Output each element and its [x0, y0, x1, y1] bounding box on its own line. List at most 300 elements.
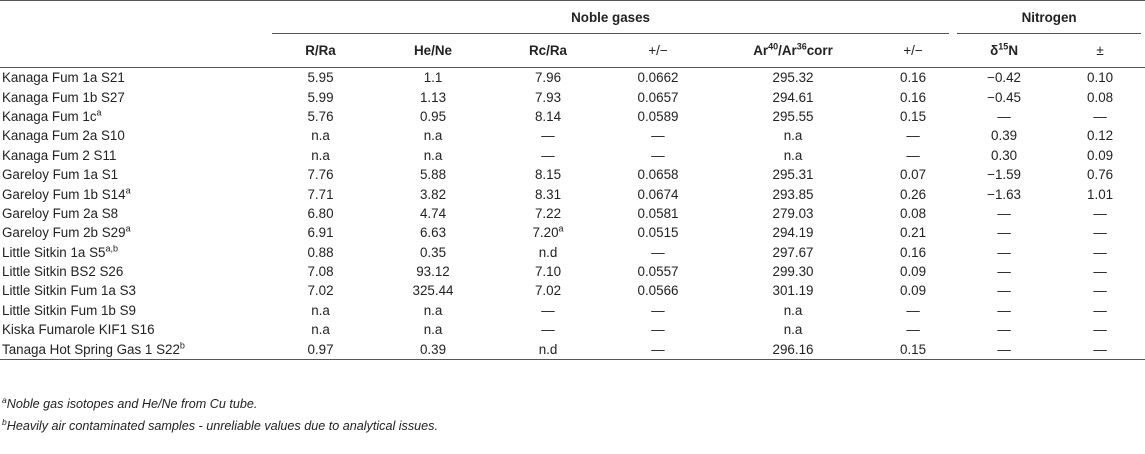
cell-rc-ra — [493, 107, 603, 126]
cell-d15n — [953, 262, 1055, 281]
cell-value: 0.0566 — [637, 283, 679, 299]
sample-footnote-mark: a — [125, 185, 131, 196]
cell-value: n.a — [783, 302, 803, 318]
col-rc-ra: Rc/Ra — [529, 43, 567, 58]
cell-value: — — [997, 341, 1011, 357]
cell-value: n.a — [423, 128, 443, 144]
cell-pm3 — [1055, 107, 1145, 126]
cell-value: 0.39 — [991, 128, 1018, 144]
cell-he-ne — [373, 243, 493, 262]
cell-value: n.d — [538, 341, 558, 357]
table-body — [0, 68, 1145, 360]
cell-value: — — [997, 264, 1011, 280]
cell-value: — — [541, 128, 555, 144]
cell-pm1 — [603, 262, 713, 281]
cell-ar — [713, 126, 873, 145]
cell-value: 1.13 — [419, 89, 447, 105]
cell-pm2 — [873, 301, 953, 320]
cell-pm1 — [603, 223, 713, 242]
cell-value: 0.30 — [991, 147, 1018, 163]
sample-name — [0, 223, 268, 242]
d15n-pre: δ — [990, 43, 999, 58]
cell-value: 7.20 — [532, 225, 559, 241]
cell-value: n.a — [311, 302, 330, 318]
cell-value: 6.80 — [307, 205, 334, 221]
cell-value: −0.42 — [987, 70, 1022, 86]
cell-value: 0.09 — [900, 264, 927, 280]
cell-value: — — [997, 108, 1011, 124]
cell-value: 7.76 — [307, 167, 334, 183]
cell-rc-ra — [493, 301, 603, 320]
cell-pm3 — [1055, 126, 1145, 145]
sample-name-text: Kiska Fumarole KIF1 S16 — [2, 322, 155, 338]
sample-name — [0, 262, 268, 281]
table-row — [0, 339, 1145, 359]
table-row — [0, 320, 1145, 339]
cell-pm2 — [873, 146, 953, 165]
col-ar-ratio — [713, 34, 873, 68]
cell-value: 0.0658 — [637, 167, 679, 183]
cell-value: — — [1093, 264, 1107, 280]
cell-value: — — [906, 147, 920, 163]
cell-d15n — [953, 301, 1055, 320]
cell-value: 4.74 — [419, 205, 447, 221]
cell-rc-ra — [493, 204, 603, 223]
cell-value: 0.12 — [1087, 128, 1114, 144]
cell-pm1 — [603, 301, 713, 320]
cell-r-ra — [268, 184, 373, 203]
cell-value: 0.0662 — [637, 70, 679, 86]
cell-value: — — [906, 322, 920, 338]
sample-name — [0, 339, 268, 359]
cell-value: — — [906, 128, 920, 144]
sample-name-text: Kanaga Fum 1c — [2, 108, 97, 124]
cell-d15n — [953, 281, 1055, 300]
cell-r-ra — [268, 204, 373, 223]
cell-pm1 — [603, 165, 713, 184]
cell-value: 7.10 — [534, 264, 562, 280]
sample-name-text: Kanaga Fum 1a S21 — [2, 70, 125, 86]
cell-he-ne — [373, 223, 493, 242]
cell-pm2 — [873, 223, 953, 242]
cell-value: 0.97 — [307, 341, 334, 357]
sample-name — [0, 204, 268, 223]
group-header-row — [0, 1, 1145, 35]
sample-name-text: Gareloy Fum 1a S1 — [2, 167, 119, 183]
cell-he-ne — [373, 107, 493, 126]
cell-d15n — [953, 243, 1055, 262]
cell-value: 0.88 — [307, 244, 334, 260]
sample-name-text: Tanaga Hot Spring Gas 1 S22 — [2, 341, 180, 357]
table-row — [0, 243, 1145, 262]
cell-r-ra — [268, 87, 373, 106]
cell-pm1 — [603, 320, 713, 339]
cell-value: — — [1093, 225, 1107, 241]
nitrogen-group — [953, 1, 1145, 35]
cell-value: 0.76 — [1087, 167, 1114, 183]
cell-rc-ra — [493, 126, 603, 145]
cell-pm3 — [1055, 262, 1145, 281]
cell-d15n — [953, 146, 1055, 165]
cell-rc-ra — [493, 184, 603, 203]
cell-rc-ra — [493, 320, 603, 339]
sample-name — [0, 68, 268, 88]
cell-pm3 — [1055, 68, 1145, 88]
cell-d15n — [953, 68, 1055, 88]
table-row — [0, 126, 1145, 145]
cell-value: — — [997, 322, 1011, 338]
cell-value: 0.21 — [900, 225, 927, 241]
cell-value: 0.09 — [1087, 147, 1114, 163]
cell-value: n.a — [311, 128, 330, 144]
cell-rc-ra — [493, 146, 603, 165]
sample-name-text: Kanaga Fum 2a S10 — [2, 128, 125, 144]
cell-d15n — [953, 126, 1055, 145]
sample-name-text: Little Sitkin Fum 1a S3 — [2, 283, 136, 299]
sample-name — [0, 281, 268, 300]
cell-value: −1.63 — [987, 186, 1022, 202]
cell-d15n — [953, 184, 1055, 203]
footnote-mark: b — [2, 416, 7, 427]
cell-he-ne — [373, 339, 493, 359]
cell-value: — — [906, 302, 920, 318]
cell-he-ne — [373, 320, 493, 339]
cell-r-ra — [268, 107, 373, 126]
cell-r-ra — [268, 146, 373, 165]
cell-pm1 — [603, 281, 713, 300]
d15n-post: N — [1008, 43, 1018, 58]
cell-value: 0.26 — [900, 186, 927, 202]
ar-sup-36: 36 — [796, 41, 807, 52]
table-row — [0, 87, 1145, 106]
cell-pm3 — [1055, 146, 1145, 165]
cell-value: 0.08 — [900, 205, 927, 221]
cell-he-ne — [373, 126, 493, 145]
cell-value: — — [1093, 205, 1107, 221]
cell-pm2 — [873, 281, 953, 300]
col-d15n — [953, 34, 1055, 68]
cell-value: 7.02 — [534, 283, 562, 299]
cell-he-ne — [373, 281, 493, 300]
cell-d15n — [953, 339, 1055, 359]
cell-value: — — [651, 322, 665, 338]
cell-pm3 — [1055, 223, 1145, 242]
sample-name-text: Gareloy Fum 2b S29 — [2, 225, 126, 241]
cell-value: 293.85 — [772, 186, 814, 202]
nitrogen-label: Nitrogen — [957, 2, 1141, 34]
table-row — [0, 223, 1145, 242]
cell-value: — — [541, 147, 555, 163]
cell-value: 5.76 — [307, 108, 334, 124]
footnote-a — [2, 393, 438, 415]
sample-name — [0, 165, 268, 184]
cell-value: 5.95 — [307, 70, 334, 86]
cell-pm3 — [1055, 243, 1145, 262]
cell-value: 1.1 — [423, 70, 443, 86]
cell-r-ra — [268, 339, 373, 359]
cell-value: 0.0589 — [637, 108, 679, 124]
cell-pm2 — [873, 262, 953, 281]
table-row — [0, 146, 1145, 165]
cell-value: n.a — [423, 147, 443, 163]
sample-name — [0, 243, 268, 262]
cell-value: 296.16 — [772, 341, 814, 357]
cell-value: — — [1093, 322, 1107, 338]
cell-value: 0.09 — [900, 283, 927, 299]
cell-value: — — [997, 302, 1011, 318]
cell-pm2 — [873, 339, 953, 359]
cell-value: n.a — [783, 128, 803, 144]
cell-he-ne — [373, 87, 493, 106]
cell-value: 299.30 — [772, 264, 814, 280]
cell-r-ra — [268, 165, 373, 184]
cell-value: — — [1093, 341, 1107, 357]
cell-value: 0.16 — [900, 70, 927, 86]
cell-ar — [713, 107, 873, 126]
col-plus-minus-3: ± — [1096, 43, 1104, 58]
cell-r-ra — [268, 223, 373, 242]
d15n-sup: 15 — [998, 41, 1009, 52]
cell-he-ne — [373, 262, 493, 281]
footnote-text: Heavily air contaminated samples - unreliable values due to analytical issues. — [6, 419, 438, 433]
sample-name-text: Kanaga Fum 2 S11 — [2, 147, 117, 163]
cell-value: −0.45 — [987, 89, 1022, 105]
cell-pm1 — [603, 87, 713, 106]
cell-ar — [713, 204, 873, 223]
cell-pm2 — [873, 87, 953, 106]
cell-value: 0.16 — [900, 244, 927, 260]
cell-ar — [713, 223, 873, 242]
sample-name-text: Little Sitkin BS2 S26 — [2, 264, 124, 280]
header-blank — [0, 1, 268, 35]
footnote-mark: a — [2, 394, 7, 405]
sample-name — [0, 87, 268, 106]
cell-pm3 — [1055, 184, 1145, 203]
cell-value: — — [541, 322, 555, 338]
cell-pm2 — [873, 184, 953, 203]
cell-value: 7.96 — [534, 70, 562, 86]
cell-value: 3.82 — [419, 186, 447, 202]
cell-ar — [713, 68, 873, 88]
rc-footnote-mark: a — [558, 223, 564, 234]
cell-he-ne — [373, 204, 493, 223]
ar-sup-40: 40 — [768, 41, 779, 52]
cell-d15n — [953, 223, 1055, 242]
sample-footnote-mark: b — [179, 340, 185, 351]
cell-value: 325.44 — [412, 283, 454, 299]
cell-value: 6.63 — [419, 225, 447, 241]
cell-pm2 — [873, 320, 953, 339]
table-row — [0, 262, 1145, 281]
cell-pm2 — [873, 126, 953, 145]
cell-value: 0.08 — [1087, 89, 1114, 105]
ar-pre: Ar — [753, 43, 769, 58]
cell-pm2 — [873, 68, 953, 88]
cell-d15n — [953, 87, 1055, 106]
cell-value: 0.39 — [419, 341, 447, 357]
cell-value: 7.93 — [534, 89, 562, 105]
cell-value: n.a — [783, 147, 803, 163]
cell-value: 93.12 — [416, 264, 450, 280]
sample-name — [0, 301, 268, 320]
cell-rc-ra — [493, 281, 603, 300]
cell-rc-ra — [493, 243, 603, 262]
cell-pm1 — [603, 339, 713, 359]
cell-pm3 — [1055, 339, 1145, 359]
cell-ar — [713, 262, 873, 281]
sample-name-text: Little Sitkin Fum 1b S9 — [2, 302, 136, 318]
cell-value: −1.59 — [987, 167, 1022, 183]
cell-value: 301.19 — [772, 283, 814, 299]
sample-footnote-mark: a,b — [105, 243, 118, 254]
sample-name — [0, 320, 268, 339]
cell-value: — — [1093, 244, 1107, 260]
sample-footnote-mark: a — [96, 107, 102, 118]
cell-value: — — [651, 147, 665, 163]
cell-value: — — [541, 302, 555, 318]
cell-d15n — [953, 107, 1055, 126]
cell-value: 8.31 — [534, 186, 562, 202]
cell-value: 294.19 — [772, 225, 814, 241]
cell-value: 0.16 — [900, 89, 927, 105]
cell-pm1 — [603, 107, 713, 126]
col-plus-minus-1: +/− — [648, 43, 668, 58]
cell-ar — [713, 146, 873, 165]
cell-ar — [713, 243, 873, 262]
cell-value: — — [1093, 108, 1107, 124]
cell-pm1 — [603, 68, 713, 88]
sample-name-text: Kanaga Fum 1b S27 — [2, 89, 125, 105]
footnotes — [2, 393, 438, 437]
cell-value: — — [651, 302, 665, 318]
column-header-row — [0, 34, 1145, 68]
footnote-b — [2, 415, 438, 437]
cell-value: — — [997, 205, 1011, 221]
cell-value: n.a — [311, 322, 330, 338]
cell-ar — [713, 301, 873, 320]
cell-value: — — [997, 244, 1011, 260]
cell-he-ne — [373, 68, 493, 88]
cell-value: — — [997, 283, 1011, 299]
cell-value: 0.15 — [900, 108, 927, 124]
cell-value: 294.61 — [772, 89, 814, 105]
cell-value: 297.67 — [772, 244, 814, 260]
cell-value: — — [1093, 283, 1107, 299]
sample-name — [0, 146, 268, 165]
cell-value: n.a — [423, 302, 443, 318]
cell-value: n.a — [311, 147, 330, 163]
cell-pm3 — [1055, 301, 1145, 320]
cell-value: — — [997, 225, 1011, 241]
cell-r-ra — [268, 320, 373, 339]
cell-pm2 — [873, 165, 953, 184]
cell-d15n — [953, 204, 1055, 223]
cell-value: 7.71 — [307, 186, 334, 202]
header-blank-2 — [0, 34, 268, 68]
cell-pm3 — [1055, 165, 1145, 184]
cell-pm1 — [603, 126, 713, 145]
cell-value: 6.91 — [307, 225, 334, 241]
cell-pm3 — [1055, 320, 1145, 339]
table-row — [0, 68, 1145, 88]
cell-rc-ra — [493, 68, 603, 88]
noble-gases-group — [268, 1, 953, 35]
sample-name — [0, 126, 268, 145]
cell-pm1 — [603, 146, 713, 165]
cell-value: n.a — [423, 322, 443, 338]
cell-pm1 — [603, 184, 713, 203]
cell-rc-ra — [493, 339, 603, 359]
table-row — [0, 184, 1145, 203]
col-r-ra: R/Ra — [305, 43, 336, 58]
cell-value: 295.31 — [772, 167, 814, 183]
cell-r-ra — [268, 243, 373, 262]
cell-pm1 — [603, 243, 713, 262]
cell-r-ra — [268, 68, 373, 88]
cell-ar — [713, 87, 873, 106]
cell-he-ne — [373, 301, 493, 320]
cell-value: 295.32 — [772, 70, 814, 86]
sample-name-text: Gareloy Fum 2a S8 — [2, 205, 119, 221]
cell-rc-ra — [493, 87, 603, 106]
cell-ar — [713, 281, 873, 300]
cell-value: 5.88 — [419, 167, 447, 183]
sample-footnote-mark: a — [125, 223, 131, 234]
col-he-ne: He/Ne — [414, 43, 452, 58]
noble-gases-label: Noble gases — [272, 2, 949, 34]
cell-value: 0.0657 — [637, 89, 679, 105]
cell-value: — — [1093, 302, 1107, 318]
cell-r-ra — [268, 301, 373, 320]
cell-he-ne — [373, 146, 493, 165]
cell-rc-ra — [493, 165, 603, 184]
cell-value: n.d — [538, 244, 558, 260]
cell-value: 0.0581 — [637, 205, 679, 221]
cell-value: 0.0515 — [637, 225, 679, 241]
cell-value: 7.08 — [307, 264, 334, 280]
cell-pm3 — [1055, 281, 1145, 300]
cell-rc-ra — [493, 223, 603, 242]
cell-he-ne — [373, 184, 493, 203]
sample-name-text: Little Sitkin 1a S5 — [2, 244, 106, 260]
cell-value: 0.0557 — [637, 264, 679, 280]
cell-ar — [713, 184, 873, 203]
cell-pm2 — [873, 204, 953, 223]
sample-name — [0, 107, 268, 126]
cell-value: 7.02 — [307, 283, 334, 299]
cell-value: 8.14 — [534, 108, 562, 124]
cell-d15n — [953, 165, 1055, 184]
cell-rc-ra — [493, 262, 603, 281]
cell-value: n.a — [783, 322, 803, 338]
cell-value: 0.0674 — [637, 186, 679, 202]
cell-value: 0.10 — [1087, 70, 1114, 86]
cell-r-ra — [268, 281, 373, 300]
cell-r-ra — [268, 262, 373, 281]
cell-value: 0.07 — [900, 167, 927, 183]
sample-name-text: Gareloy Fum 1b S14 — [2, 186, 126, 202]
cell-pm3 — [1055, 204, 1145, 223]
cell-he-ne — [373, 165, 493, 184]
table-row — [0, 107, 1145, 126]
footnote-text: Noble gas isotopes and He/Ne from Cu tube. — [6, 397, 258, 411]
cell-ar — [713, 165, 873, 184]
ar-mid: /Ar — [778, 43, 797, 58]
cell-ar — [713, 339, 873, 359]
table-row — [0, 281, 1145, 300]
cell-value: — — [651, 341, 665, 357]
cell-pm2 — [873, 107, 953, 126]
